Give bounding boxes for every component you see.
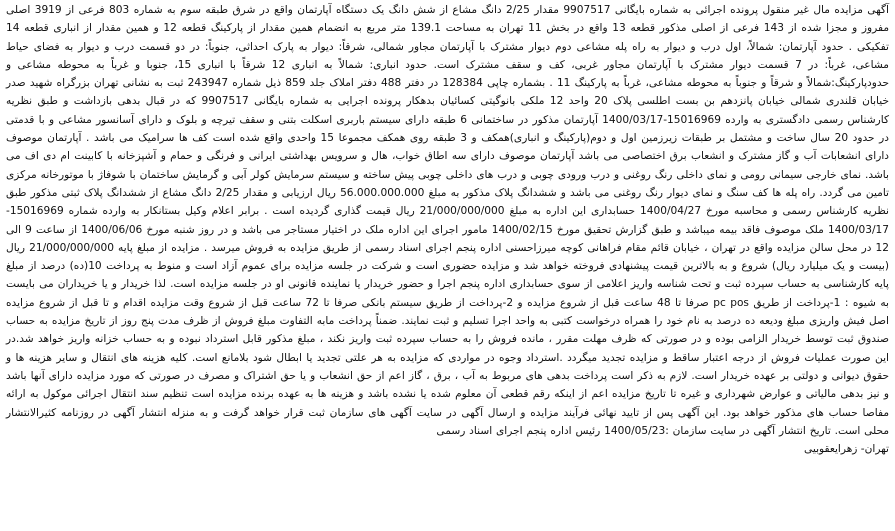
auction-notice-body: آگهی مزایده مال غیر منقول پرونده اجرائی به شماره بایگانی 9907517 مقدار 2/25 دانگ مشاع از شش دانگ یک دستگاه آپارتمان واقع در شرق طبقه سوم به شماره 803 فرعی از 3919 اصلی مفروز و مجزا شده از 143 فرعی از اصلی مذکور قطعه 13 واقع در بخش 11 تهران به مساحت 139.1 متر مربع به انضمام همین مقدار از پارکینگ قطعه 12 و همین مقدار از انباری قطعه 14 تفکیکی . حدود آپارتمان: شمالاً، اول درب و دیوار به راه پله مشاعی دوم دیوار مشترک با آپارتمان مجاور شمالی، شرقاً: دیوار به پارک احداثی، جنوباً: در دو قسمت درب و دیوار به فضای حیاط مشاعی، غرباً: در 7 قسمت دیوار مشترک با آپارتمان مجاور غربی، کف و سقف مشترک است. حدود انباری: شمالاً به انباری 12 شرقاً با انباری 15، جنوبا و غرباً به محوطه مشاعی و حدودپارکینگ:شمالاً و شرقاً و جنوباً به محوطه مشاعی، غرباً به پارکینگ 11 . بشماره چاپی 128384 در دفتر 488 دفتر املاک جلد 859 ذیل شماره 243947 ثبت به نشانی تهران بزرگراه شهید صدر خیابان قلندری شمالی خیابان پانزدهم بن بست اطلسی پلاک 20 واحد 12 ملکی بانوگیتی کسائیان بدهکار پرونده اجرایی به شماره بایگانی 9907517 که در قبال بدهی بازداشت و طبق نظریه کارشناس رسمی دادگستری به وارده 15016969-1400/03/17 آپارتمان مذکور در ساختمانی 6 طبقه دارای سیستم باربری اسکلت بتنی و سقف تیرچه و بلوک و دارای آسانسور مشاعی و با قدمتی در حدود 20 سال ساخت و مشتمل بر طبقات زیرزمین اول و دوم(پارکینگ و انباری)همکف و 3 طبقه روی همکف مجموعا 15 واحدی واقع شده است کف ها سرامیک می باشد . آپارتمان موصوف دارای انشعابات آب و گاز مشترک و انشعاب برق اختصاصی می باشد آپارتمان موصوف دارای سه اطاق خواب، هال و سرویس بهداشتی ایرانی و فرنگی و حمام و آشپزخانه با کابینت ام دی اف می باشد. نمای خارجی سیمانی رومی و نمای داخلی رنگ روغنی و درب ورودی چوبی و درب های داخلی چوبی پیش ساخته و سیستم سرمایش کولر آبی و گرمایش ساختمان با شوفاژ با موتورخانه مرکزی تامین می گردد. راه پله ها کف سنگ و نمای دیوار رنگ روغنی می باشد و ششدانگ پلاک مذکور به مبلغ 56.000.000.000 ریال ارزیابی و مقدار 2/25 دانگ مشاع از ششدانگ پلاک ثبتی مذکور طبق نظریه کارشناس رسمی و محاسبه مورخ 1400/04/27 حسابداری این اداره به مبلغ 21/000/000/000 ریال قیمت گذاری گردیده است . برابر اعلام وکیل بستانکار به وارده شماره 15016969-1400/03/17 ملک موصوف فاقد بیمه میباشد و طبق گزارش تحقیق مورخ 1400/02/15 مامور اجرای این اداره ملک در اختیار مستاجر می باشد و در روز شنبه مورخ 1400/06/06 از ساعت 9 الی 12 در محل سالن مزایده واقع در تهران ، خیابان قائم مقام فراهانی کوچه میرزاحسنی اداره پنجم اجرای اسناد رسمی از طریق مزایده به فروش میرسد . مزایده از مبلغ پایه 21/000/000/000 ریال (بیست و یک میلیارد ریال) شروع و به بالاترین قیمت پیشنهادی فروخته خواهد شد و مزایده حضوری است و شرکت در جلسه مزایده برای عموم آزاد است و منوط به پرداخت 10(ده) درصد از مبلغ پایه کارشناسی به حساب سپرده ثبت و تحت شناسه واریز اعلامی از سوی حسابداری اداره پنجم اجرا و حضور خریدار یا نماینده قانونی او در جلسه مزایده است. لذا خریدار و یا خریداران می بایست به شیوه : 1-پرداخت از طریق pc pos صرفا تا 48 ساعت قبل از شروع مزایده و 2-پرداخت از طریق سیستم بانکی صرفا تا 72 ساعت قبل از شروع وقت مزایده اقدام و تا قبل از شروع مزایده اصل فیش واریزی مبلغ ودیعه ده درصد به نام خود را همراه درخواست کتبی به واحد اجرا تسلیم و ثبت نمایند. ضمناً پرداخت مابه التفاوت مبلغ فروش از ظرف مدت پنج روز از تاریخ مزایده به حساب صندوق ثبت توسط خریدار الزامی بوده و در صورتی که ظرف مهلت مقرر ، مانده فروش را به حساب سپرده ثبت واریز نکند ، مبلغ مذکور قابل استرداد نبوده و به حساب خزانه واریز خواهد شد.در این صورت عملیات فروش از درجه اعتبار ساقط و مزایده تجدید میگردد .استرداد وجوه در مواردی که مزایده به هر علتی تجدید یا ابطال شود بلامانع است. کلیه هزینه های انتقال و سایر هزینه ها و حقوق دیوانی و دولتی بر عهده خریدار است. لازم به ذکر است پرداخت بدهی های مربوط به آب ، برق ، گاز اعم از حق انشعاب و یا حق اشتراک و مصرف در صورتی که مورد مزایده دارای آنها باشد و نیز بدهی مالیاتی و عوارض شهرداری و غیره تا تاریخ مزایده اعم از اینکه رقم قطعی آن معلوم شده یا نشده باشد و هزینه ها به عهده برنده مزایده است تنظیم سند انتقال اجرائی موکول به ارائه مفاصا حساب های مذکور خواهد بود. این آگهی پس از تایید نهائی فرآیند مزایده و ارسال آگهی در سایت آگهی های سازمان ثبت قرار خواهد گرفت و به منزله انتشار آگهی در روزنامه کثیرالانتشار محلی است. تاریخ انتشار آگهی در سایت سازمان :1400/05/23 رئیس اداره پنجم اجرای اسناد رسمی: [6, 4, 890, 437]
notice-signature: تهران- زهرایعقوبیی: [804, 443, 889, 456]
